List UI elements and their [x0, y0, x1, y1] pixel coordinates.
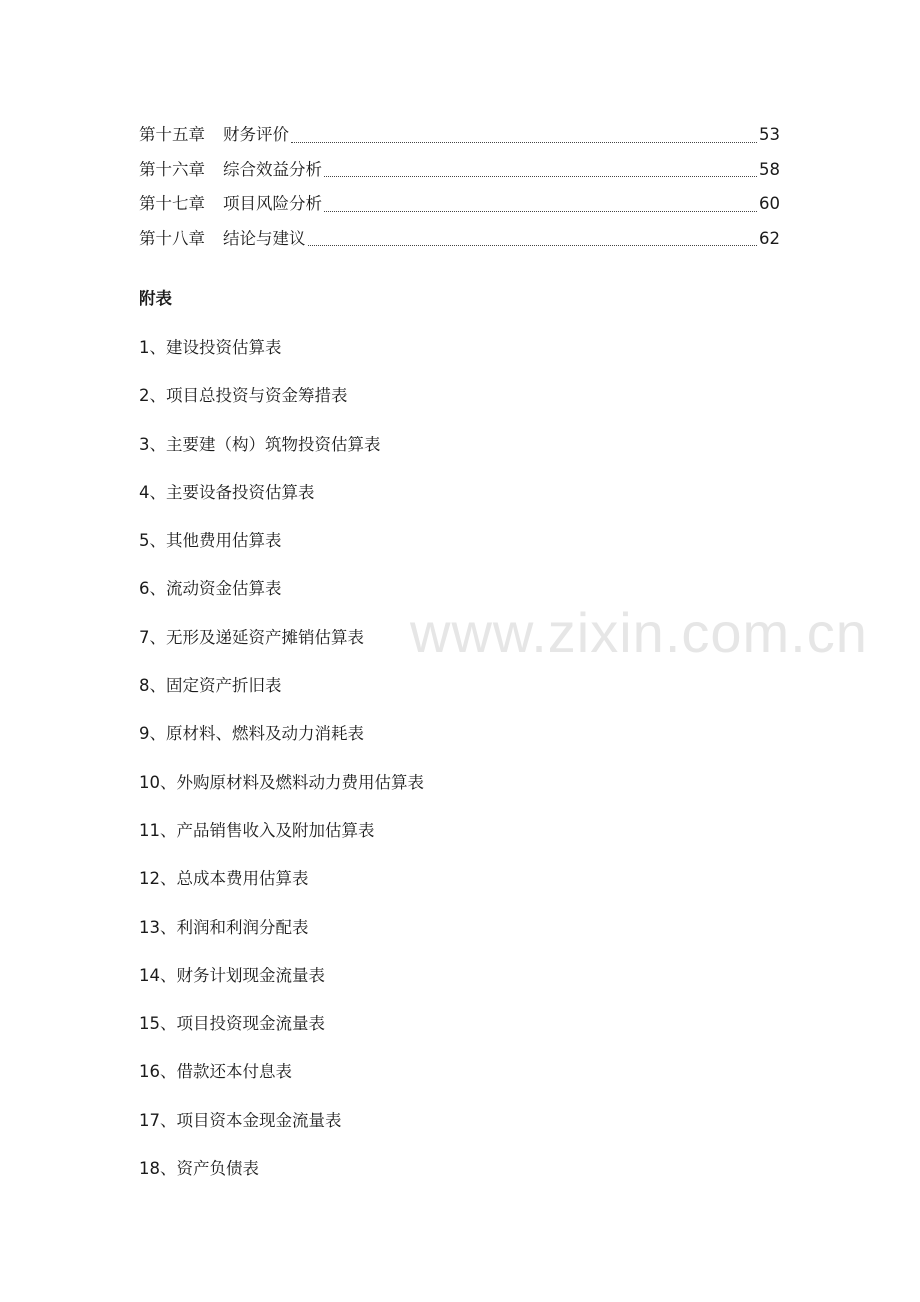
appendix-item: 4、主要设备投资估算表	[139, 482, 315, 502]
toc-entry[interactable]	[139, 222, 780, 257]
toc-chapter-title: 综合效益分析	[223, 159, 322, 179]
appendix-item: 2、项目总投资与资金筹措表	[139, 386, 348, 406]
toc-entry[interactable]	[139, 153, 780, 188]
appendix-item: 10、外购原材料及燃料动力费用估算表	[139, 772, 424, 792]
appendix-item: 7、无形及递延资产摊销估算表	[139, 627, 364, 647]
watermark-text: www.zixin.com.cn	[410, 601, 868, 664]
toc-chapter-number: 第十七章	[139, 194, 205, 213]
appendix-item: 5、其他费用估算表	[139, 531, 282, 551]
appendix-item: 8、固定资产折旧表	[139, 676, 282, 696]
appendix-item: 6、流动资金估算表	[139, 579, 282, 599]
appendix-item: 14、财务计划现金流量表	[139, 965, 325, 985]
toc-page-number: 62	[759, 228, 780, 248]
appendix-item: 16、借款还本付息表	[139, 1062, 292, 1082]
appendix-item: 1、建设投资估算表	[139, 338, 282, 357]
appendix-item: 17、项目资本金现金流量表	[139, 1110, 342, 1130]
appendix-item: 18、资产负债表	[139, 1159, 259, 1179]
toc-chapter-title: 项目风险分析	[223, 194, 322, 213]
appendix-item: 9、原材料、燃料及动力消耗表	[139, 724, 364, 744]
appendix-item: 12、总成本费用估算表	[139, 869, 309, 889]
toc-page-number: 58	[759, 159, 780, 179]
appendix-item: 11、产品销售收入及附加估算表	[139, 820, 375, 840]
toc-entry[interactable]	[139, 118, 780, 153]
toc-chapter-title: 财务评价	[223, 125, 289, 144]
toc-dot-leader	[324, 175, 757, 177]
appendix-item: 15、项目投资现金流量表	[139, 1014, 325, 1034]
toc-chapter-title: 结论与建议	[223, 228, 306, 248]
table-of-contents	[139, 118, 780, 256]
appendix-list	[139, 336, 424, 1205]
toc-dot-leader	[308, 244, 758, 246]
toc-dot-leader	[291, 141, 757, 143]
toc-chapter-number: 第十八章	[139, 228, 205, 248]
toc-chapter-number: 第十五章	[139, 125, 205, 144]
appendix-heading: 附表	[139, 289, 172, 308]
toc-page-number: 60	[759, 194, 780, 213]
toc-dot-leader	[324, 210, 757, 212]
toc-chapter-number: 第十六章	[139, 159, 205, 179]
appendix-item: 13、利润和利润分配表	[139, 917, 309, 937]
toc-page-number: 53	[759, 125, 780, 144]
toc-entry[interactable]	[139, 187, 780, 222]
appendix-item: 3、主要建（构）筑物投资估算表	[139, 434, 381, 454]
